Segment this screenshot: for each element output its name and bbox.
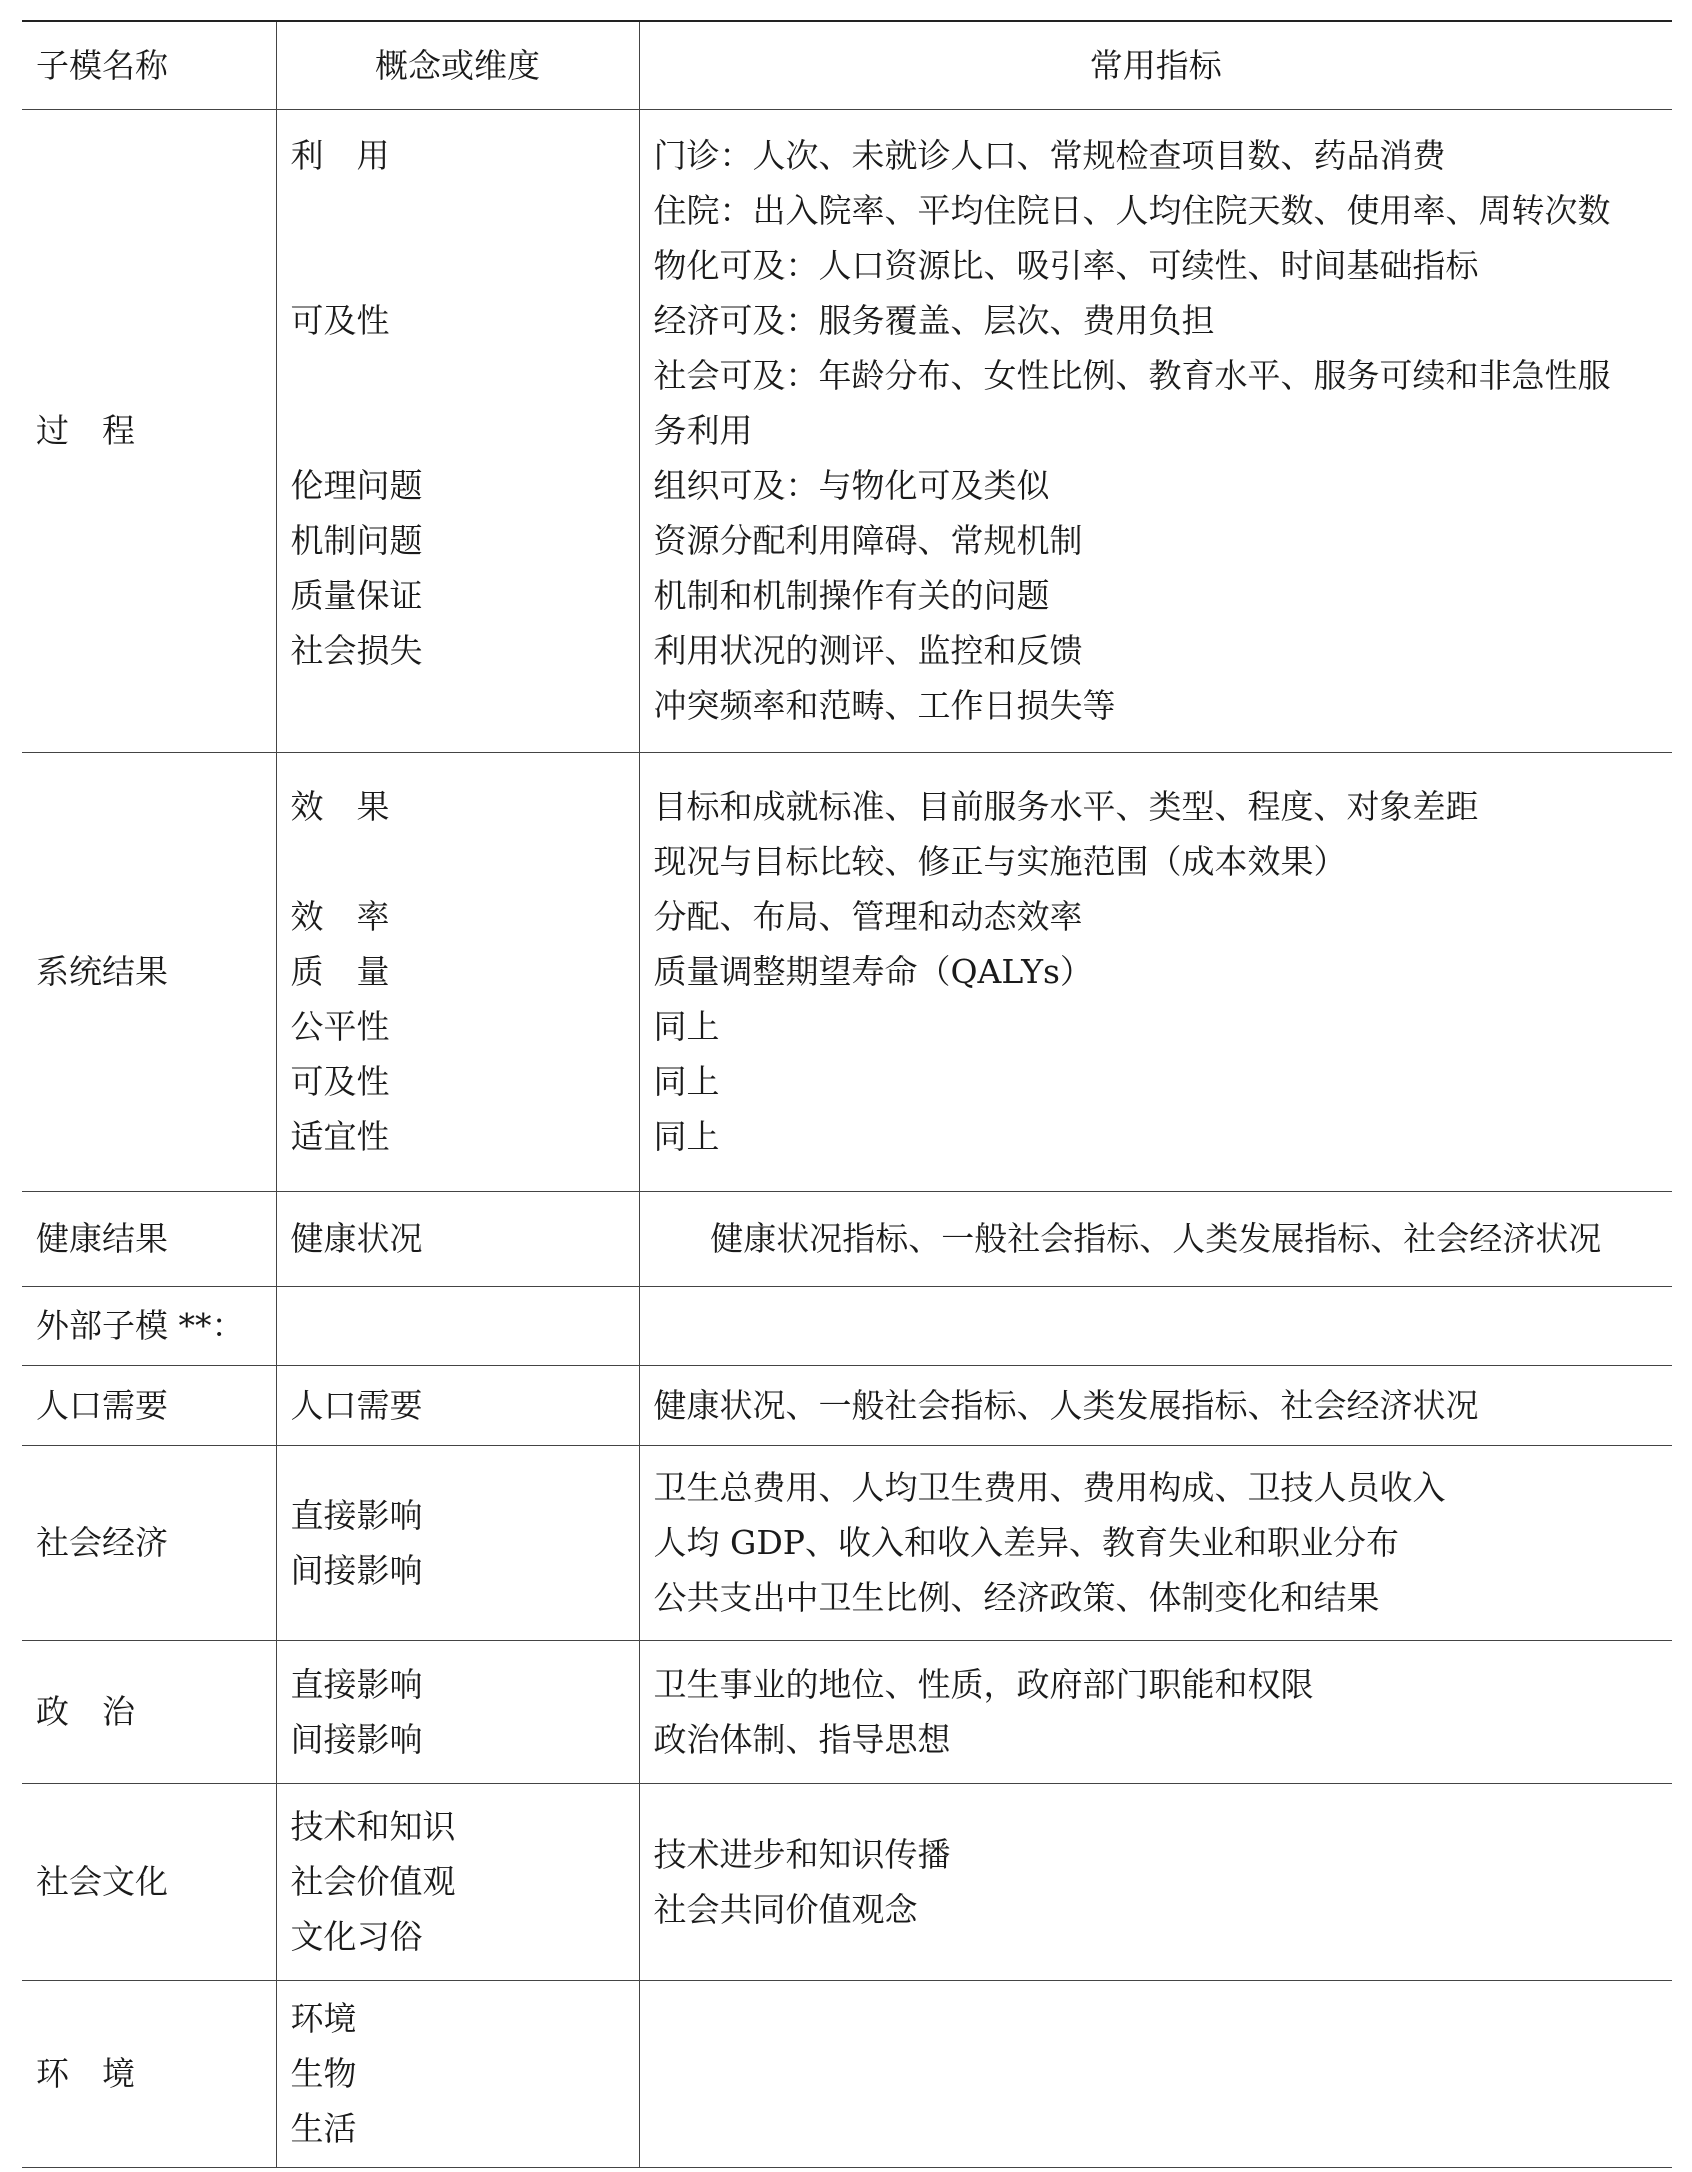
dimension: 利 用 [290, 136, 390, 175]
submodel-name: 政 治 [36, 1692, 135, 1731]
dimension [291, 238, 625, 293]
dimension-cell [276, 1445, 639, 1640]
indicator-cell [639, 1445, 1672, 1640]
indicator: 利用状况的测评、监控和反馈 [653, 631, 1083, 670]
dimension-cell [276, 1980, 639, 2167]
dimension: 公平性 [290, 1007, 390, 1046]
dimension-cell [276, 1640, 639, 1783]
dimension: 可及性 [290, 301, 390, 340]
indicator: 务利用 [653, 411, 753, 450]
indicator: 目标和成就标准、目前服务水平、类型、程度、对象差距 [653, 787, 1479, 826]
dimension: 生物 [290, 2054, 357, 2093]
table-row-culture [22, 1783, 1672, 1980]
indicator: 技术进步和知识传播 [653, 1834, 951, 1874]
table-row-politics [22, 1640, 1672, 1783]
dimension: 效 率 [290, 897, 390, 936]
indicator: 健康状况、一般社会指标、人类发展指标、社会经济状况 [639, 1365, 1672, 1445]
indicator: 人均 GDP、收入和收入差异、教育失业和职业分布 [653, 1523, 1400, 1562]
dimension: 健康状况 [276, 1191, 639, 1286]
indicator: 社会共同价值观念 [653, 1889, 918, 1929]
table-row-process [22, 109, 1672, 752]
indicator: 政治体制、指导思想 [653, 1719, 951, 1759]
dimension: 间接影响 [290, 1719, 423, 1759]
dimension-cell [276, 1783, 639, 1980]
indicator: 经济可及：服务覆盖、层次、费用负担 [653, 301, 1215, 340]
indicator-table [22, 20, 1672, 2168]
submodel-name: 社会文化 [36, 1862, 168, 1901]
table-header-row [22, 21, 1672, 109]
dimension: 环境 [290, 1999, 357, 2038]
dimension: 人口需要 [276, 1365, 639, 1445]
indicator-cell [639, 1783, 1672, 1980]
header-col2: 概念或维度 [276, 21, 639, 109]
dimension: 可及性 [290, 1062, 390, 1101]
indicator: 冲突频率和范畴、工作日损失等 [653, 686, 1116, 725]
indicator-cell [639, 1640, 1672, 1783]
dimension [291, 403, 625, 458]
indicator: 同上 [653, 1007, 720, 1046]
indicator: 资源分配利用障碍、常规机制 [653, 521, 1083, 560]
indicator: 机制和机制操作有关的问题 [653, 576, 1050, 615]
indicator: 卫生总费用、人均卫生费用、费用构成、卫技人员收入 [653, 1468, 1446, 1507]
indicator: 组织可及：与物化可及类似 [653, 466, 1050, 505]
table-row-health-outcome [22, 1191, 1672, 1286]
submodel-name: 环 境 [36, 2054, 135, 2093]
indicator-cell [639, 752, 1672, 1191]
dimension: 伦理问题 [290, 466, 423, 505]
header-col1: 子模名称 [36, 45, 168, 85]
indicator: 物化可及：人口资源比、吸引率、可续性、时间基础指标 [653, 246, 1479, 285]
dimension: 质量保证 [290, 576, 423, 615]
dimension [291, 348, 625, 403]
submodel-name: 社会经济 [36, 1523, 168, 1562]
dimension: 技术和知识 [290, 1807, 456, 1846]
indicator: 卫生事业的地位、性质，政府部门职能和权限 [653, 1664, 1314, 1704]
dimension: 社会价值观 [290, 1862, 456, 1901]
header-col3: 常用指标 [639, 21, 1672, 109]
indicator-cell [639, 109, 1672, 752]
indicator: 现况与目标比较、修正与实施范围（成本效果） [653, 842, 1347, 881]
submodel-name: 系统结果 [36, 952, 168, 991]
dimension-cell [276, 752, 639, 1191]
table-row-population [22, 1365, 1672, 1445]
submodel-name: 健康结果 [36, 1219, 168, 1258]
indicator: 住院：出入院率、平均住院日、人均住院天数、使用率、周转次数 [653, 191, 1611, 230]
indicator: 分配、布局、管理和动态效率 [653, 897, 1083, 936]
indicator: 门诊：人次、未就诊人口、常规检查项目数、药品消费 [653, 136, 1446, 175]
dimension: 质 量 [290, 952, 390, 991]
dimension: 适宜性 [290, 1117, 390, 1156]
dimension: 效 果 [290, 787, 390, 826]
dimension-cell [276, 109, 639, 752]
table-row-environment [22, 1980, 1672, 2167]
dimension: 间接影响 [290, 1550, 423, 1590]
table-row-socioeconomic [22, 1445, 1672, 1640]
indicator: 健康状况指标、一般社会指标、人类发展指标、社会经济状况 [639, 1191, 1672, 1286]
dimension: 社会损失 [290, 631, 423, 670]
dimension: 生活 [290, 2109, 357, 2148]
dimension: 直接影响 [290, 1495, 423, 1535]
indicator: 质量调整期望寿命（QALYs） [653, 952, 1093, 991]
submodel-name: 人口需要 [36, 1385, 168, 1425]
indicator: 同上 [653, 1117, 720, 1156]
indicator: 社会可及：年龄分布、女性比例、教育水平、服务可续和非急性服 [653, 356, 1611, 395]
submodel-name: 过 程 [36, 411, 135, 450]
dimension: 文化习俗 [290, 1917, 423, 1956]
submodel-name: 外部子模 **： [36, 1306, 245, 1345]
table-row-system-outcome [22, 752, 1672, 1191]
indicator: 公共支出中卫生比例、经济政策、体制变化和结果 [653, 1578, 1380, 1617]
dimension [291, 183, 625, 238]
dimension: 直接影响 [290, 1664, 423, 1704]
dimension: 机制问题 [290, 521, 423, 560]
indicator: 同上 [653, 1062, 720, 1101]
table-row-external [22, 1286, 1672, 1365]
